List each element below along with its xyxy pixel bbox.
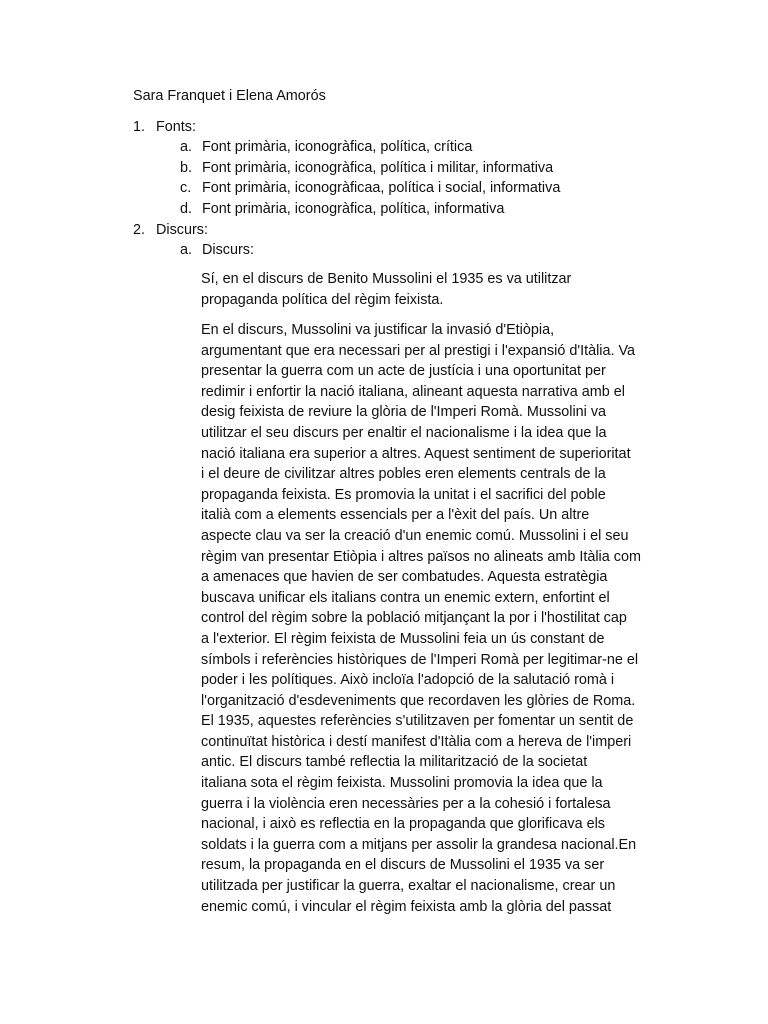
- paragraph-line: i el deure de civilitzar altres pobles eren elements centrals de la: [201, 466, 606, 483]
- section-2-number: 2.: [133, 222, 146, 238]
- section-2-title: Discurs:: [156, 222, 208, 238]
- list-item-marker: b.: [180, 160, 193, 176]
- paragraph-line: Sí, en el discurs de Benito Mussolini el 1935 es va utilitzar: [201, 271, 572, 287]
- paragraph-line: nació italiana era superior a altres. Aquest sentiment de superioritat: [201, 445, 631, 462]
- paragraph-line: argumentant que era necessari per al prestigi i l'expansió d'Itàlia. Va: [201, 342, 635, 359]
- paragraph-line: continuïtat històrica i destí manifest d'Itàlia com a hereva de l'imperi: [201, 733, 632, 750]
- paragraph-line: règim van presentar Etiòpia i altres països no alineats amb Itàlia com: [201, 548, 641, 565]
- paragraph-line: l'organització d'esdeveniments que recordaven les glòries de Roma.: [201, 692, 636, 709]
- paragraph-line: desig feixista de reviure la glòria de l'Imperi Romà. Mussolini va: [201, 404, 607, 421]
- paragraph-line: utilitzar el seu discurs per enaltir el nacionalisme i la idea que la: [201, 424, 607, 441]
- author-line: Sara Franquet i Elena Amorós: [133, 88, 326, 104]
- section-1-number: 1.: [133, 119, 146, 135]
- list-item-marker: c.: [180, 180, 192, 196]
- paragraph-line: utilitzada per justificar la guerra, exaltar el nacionalisme, crear un: [201, 878, 616, 895]
- section-1-title: Fonts:: [156, 119, 196, 135]
- paragraph-line: propaganda política del règim feixista.: [201, 291, 444, 308]
- paragraph-line: italià com a elements essencials per a l'èxit del país. Un altre: [201, 507, 590, 524]
- paragraph-line: resum, la propaganda en el discurs de Mussolini el 1935 va ser: [201, 857, 605, 874]
- list-item-text: Discurs:: [202, 242, 254, 258]
- answer-paragraph: [201, 269, 671, 310]
- list-item-marker: a.: [180, 242, 193, 258]
- paragraph-line: a l'exterior. El règim feixista de Mussolini feia un ús constant de: [201, 630, 605, 647]
- list-item-marker: d.: [180, 201, 193, 217]
- paragraph-line: presentar la guerra com un acte de justícia i una oportunitat per: [201, 363, 606, 380]
- paragraph-line: guerra i la violència eren necessàries per a la cohesió i fortalesa: [201, 795, 611, 812]
- paragraph-line: poder i les polítiques. Això incloïa l'adopció de la salutació romà i: [201, 672, 615, 689]
- list-item-text: Font primària, iconogràfica, política i militar, informativa: [202, 160, 554, 176]
- paragraph-line: antic. El discurs també reflectia la militarització de la societat: [201, 754, 588, 771]
- paragraph-line: control del règim sobre la població mitjançant la por i l'hostilitat cap: [201, 610, 627, 627]
- paragraph-line: enemic comú, i vincular el règim feixista amb la glòria del passat: [201, 898, 612, 915]
- list-item-text: Font primària, iconogràfica, política, crítica: [202, 139, 473, 155]
- paragraph-line: italiana sota el règim feixista. Mussolini promovia la idea que la: [201, 775, 603, 792]
- essay-paragraph: [201, 320, 671, 917]
- paragraph-line: En el discurs, Mussolini va justificar la invasió d'Etiòpia,: [201, 322, 555, 338]
- paragraph-line: aspecte clau va ser la creació d'un enemic comú. Mussolini i el seu: [201, 527, 629, 544]
- paragraph-line: símbols i referències històriques de l'Imperi Romà per legitimar-ne el: [201, 651, 639, 668]
- paragraph-line: buscava unificar els italians contra un enemic extern, enfortint el: [201, 589, 610, 606]
- list-item-text: Font primària, iconogràfica, política, informativa: [202, 201, 505, 217]
- paragraph-line: soldats i la guerra com a mitjans per assolir la grandesa nacional.En: [201, 836, 637, 853]
- paragraph-line: propaganda feixista. Es promovia la unitat i el sacrifici del poble: [201, 486, 606, 503]
- paragraph-line: El 1935, aquestes referències s'utilitzaven per fomentar un sentit de: [201, 713, 634, 730]
- list-item-marker: a.: [180, 139, 193, 155]
- list-item-text: Font primària, iconogràficaa, política i social, informativa: [202, 180, 561, 196]
- paragraph-line: a amenaces que havien de ser combatudes. Aquesta estratègia: [201, 569, 608, 586]
- paragraph-line: nacional, i això es reflectia en la propaganda que glorificava els: [201, 816, 605, 833]
- paragraph-line: redimir i enfortir la nació italiana, alineant aquesta narrativa amb el: [201, 383, 625, 400]
